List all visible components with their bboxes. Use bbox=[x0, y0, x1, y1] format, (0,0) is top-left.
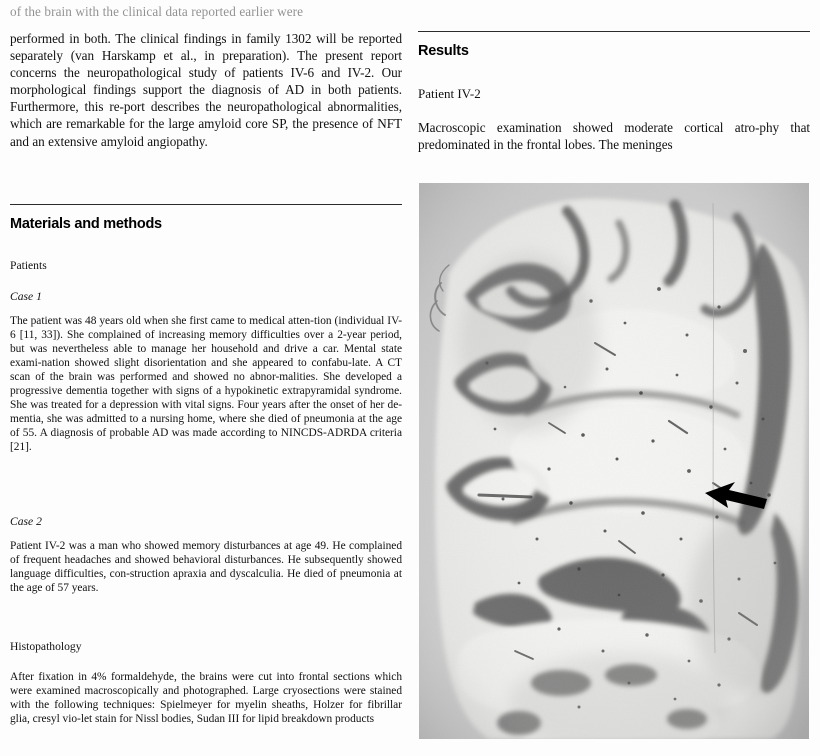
results-heading-text: Results bbox=[418, 43, 469, 59]
intro-paragraph: performed in both. The clinical findings in family 1302 will be reported separately (van Harskamp et al., in preparation). The present report concerns the neuropathological study of patients IV-6 and IV-2. Our morphological findings support the diagnosis of AD in both patients. Furthermore, this re-port describes the neuropathological abnormalities, which are remarkable for the large amyloid core SP, the presence of NFT and an extensive amyloid angiopathy. bbox=[10, 31, 402, 149]
results-paragraph: Macroscopic examination showed moderate cortical atro-phy that predominated in the frontal lobes. The meninges bbox=[418, 120, 810, 153]
right-column bbox=[418, 0, 810, 756]
patients-subheading: Patients bbox=[10, 259, 47, 272]
case-2-text: Patient IV-2 was a man who showed memory disturbances at age 49. He complained of frequent headaches and showed behavioral disturbances. He subsequently showed language difficulties, con-struction apraxia and dyscalculia. He died of pneumonia at the age of 57 years. bbox=[10, 540, 402, 595]
histopathology-heading: Histopathology bbox=[10, 640, 82, 653]
patient-iv2-subheading: Patient IV-2 bbox=[418, 86, 481, 101]
case-1-heading: Case 1 bbox=[10, 290, 42, 303]
case-2-heading: Case 2 bbox=[10, 515, 42, 528]
section-heading-text: Materials and methods bbox=[10, 216, 162, 232]
results-rule bbox=[418, 31, 810, 32]
page-bottom-fade bbox=[10, 752, 402, 756]
materials-and-methods-heading bbox=[10, 204, 402, 232]
case-1-text: The patient was 48 years old when she first came to medical atten-tion (individual IV-6 [11, 33]). She complained of increasing memory difficulties over a 2-year period, but was nevertheless able to manage her household and drive a car. Mental state exami-nation showed slight disorientation and she appeared to confabu-late. A CT scan of the brain was performed and showed no abnor-malities. She developed a progressive dementia together with signs of a hypokinetic extrapyramidal syndrome. She was treated for a depression with vital signs. Four years after the onset of her de-mentia, she was admitted to a nursing home, where she died of pneumonia at the age of 55. A diagnosis of probable AD was made according to NINCDS-ADRDA criteria [21]. bbox=[10, 315, 402, 454]
brain-section-figure bbox=[419, 183, 809, 739]
results-heading bbox=[418, 31, 810, 59]
clipped-top-line: of the brain with the clinical data reported earlier were bbox=[10, 4, 304, 19]
left-column bbox=[10, 0, 402, 756]
brain-photomicrograph-image bbox=[419, 183, 809, 739]
section-rule bbox=[10, 204, 402, 205]
histopathology-text: After fixation in 4% formaldehyde, the brains were cut into frontal sections which were examined macroscopically and photographed. Large cryosections were stained with the following techniques: Spielmeyer for myelin sheaths, Holzer for fibrillar glia, cresyl vio-let stain for Nissl bodies, Sudan III for lipid breakdown products bbox=[10, 671, 402, 726]
